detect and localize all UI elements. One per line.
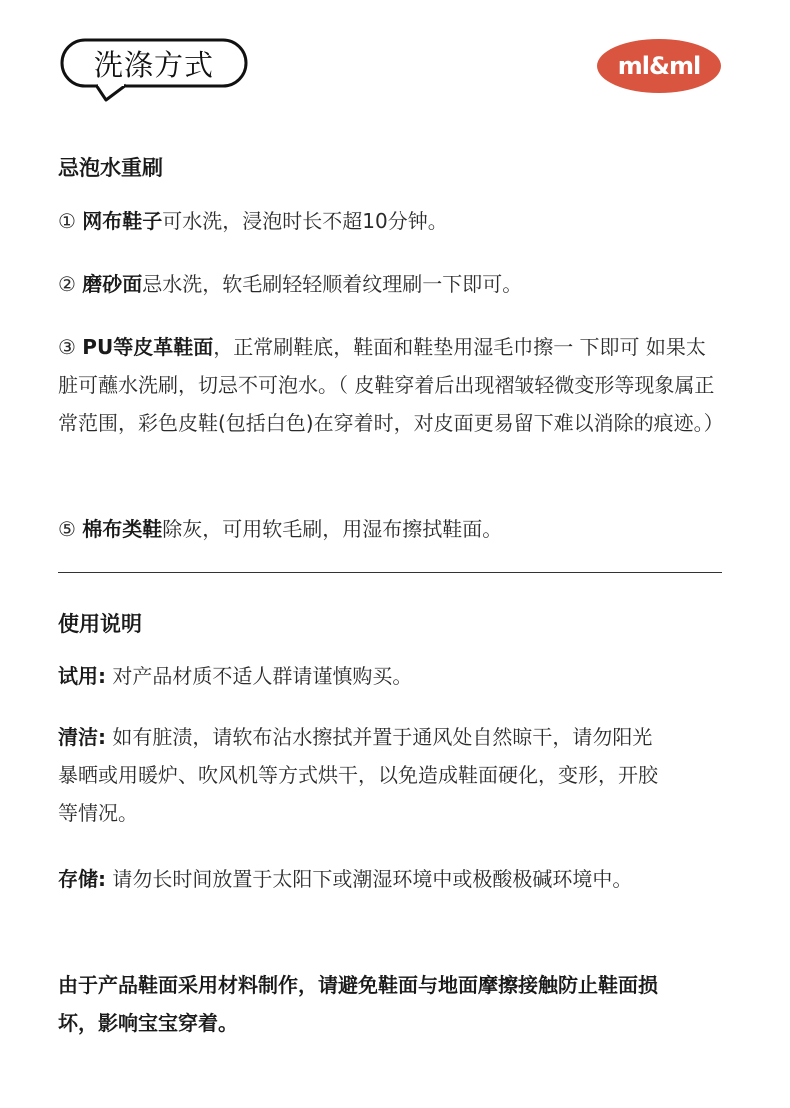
wash-item-2 [58,265,728,303]
item-text: 可水洗，浸泡时长不超10分钟。 [162,209,448,233]
item-text: 除灰，可用软毛刷，用湿布擦拭鞋面。 [162,517,503,541]
item-keyword: 棉布类鞋 [82,517,163,541]
item-keyword: 磨砂面 [82,272,143,296]
item-keyword: 清洁: [58,725,106,749]
brand-logo-text: ml&ml [617,52,701,80]
item-keyword: 存储: [58,867,106,891]
item-marker: ③ [58,335,76,359]
page-title: 洗涤方式 [93,47,214,82]
item-keyword: 试用: [58,664,106,688]
item-keyword: 网布鞋子 [82,209,163,233]
item-marker: ① [58,209,76,233]
item-keyword: PU等皮革鞋面 [82,335,214,359]
item-text: 对产品材质不适人群请谨慎购买。 [106,664,413,688]
item-text: 请勿长时间放置于太阳下或潮湿环境中或极酸极碱环境中。 [106,867,633,891]
item-marker: ② [58,272,76,296]
section-header-badge [60,38,248,88]
brand-logo [596,38,722,94]
wash-item-1 [58,202,728,240]
item-marker: ⑤ [58,517,76,541]
section-title-usage: 使用说明 [58,612,142,636]
usage-item-storage [58,860,668,898]
usage-footer-note: 由于产品鞋面采用材料制作，请避免鞋面与地面摩擦接触防止鞋面损坏，影响宝宝穿着。 [58,973,658,1035]
item-text: 如有脏渍，请软布沾水擦拭并置于通风处自然晾干，请勿阳光暴晒或用暖炉、吹风机等方式烘干，以免造成鞋面硬化，变形，开胶等情况。 [58,725,658,825]
section-divider [58,572,722,573]
item-text: 忌水洗，软毛刷轻轻顺着纹理刷一下即可。 [142,272,523,296]
usage-item-cleaning [58,718,668,832]
wash-item-3 [58,328,722,442]
usage-item-trial [58,657,668,695]
wash-item-5 [58,510,728,548]
item-text: ，正常刷鞋底，鞋面和鞋垫用湿毛巾擦一 下即可 如果太脏可蘸水洗刷，切忌不可泡水。（ 皮鞋穿着后出现褶皱轻微变形等现象属正常范围，彩色皮鞋(包括白色)在穿着时，对皮面更易留下难以消除的痕迹。） [58,335,724,435]
section-title-washing: 忌泡水重刷 [58,156,163,180]
